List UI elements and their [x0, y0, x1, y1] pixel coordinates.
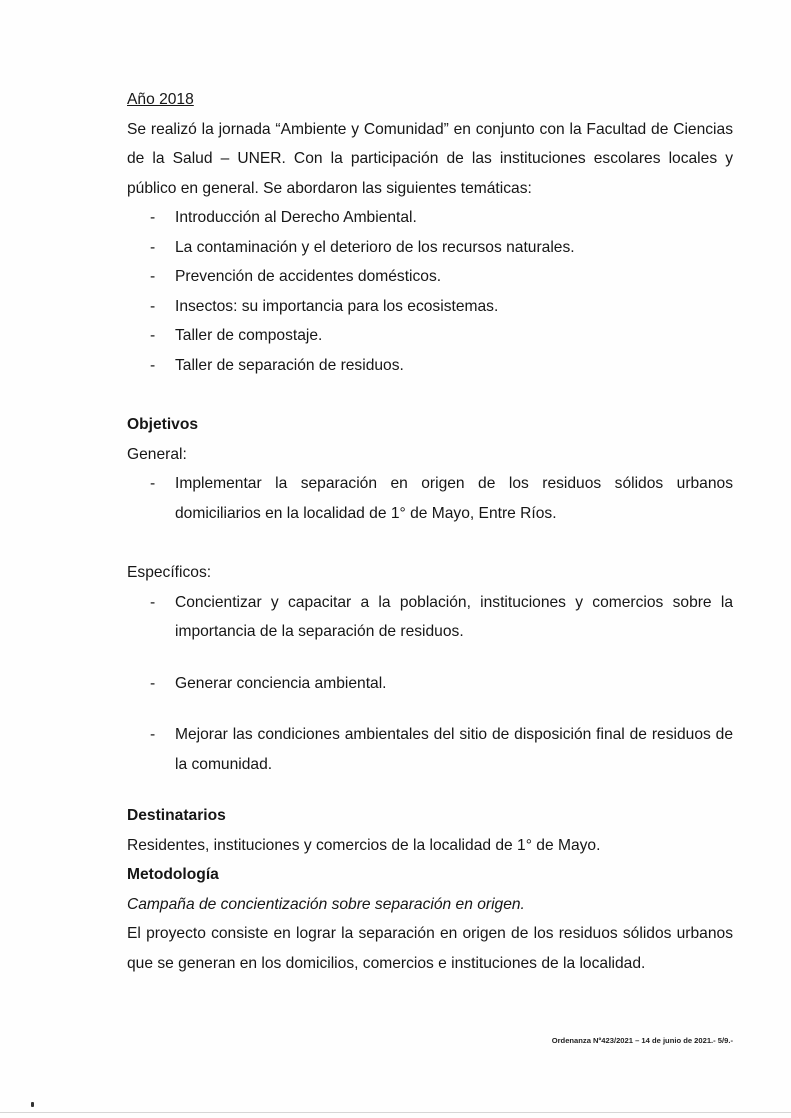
specific-objectives-list-2 [127, 669, 733, 699]
year-paragraph: Se realizó la jornada “Ambiente y Comunidad” en conjunto con la Facultad de Ciencias de la Salud – UNER. Con la participación de las instituciones escolares locales y público en general. Se abordaron las siguientes temáticas: [127, 120, 733, 197]
list-item: - Implementar la separación en origen de los residuos sólidos urbanos domiciliarios en la localidad de 1° de Mayo, Entre Ríos. [127, 469, 733, 528]
list-item: - Mejorar las condiciones ambientales del sitio de disposición final de residuos de la comunidad. [127, 720, 733, 779]
page-edge [0, 1112, 791, 1113]
document-body [127, 85, 733, 978]
list-item: - Introducción al Derecho Ambiental. [127, 203, 733, 233]
list-item: - Generar conciencia ambiental. [127, 669, 733, 699]
list-item: - Prevención de accidentes domésticos. [127, 262, 733, 292]
general-label: General: [127, 445, 187, 463]
list-item: - La contaminación y el deterioro de los recursos naturales. [127, 233, 733, 263]
scan-speck [31, 1102, 34, 1107]
methodology-text: El proyecto consiste en lograr la separación en origen de los residuos sólidos urbanos que se generan en los domicilios, comercios e instituciones de la localidad. [127, 925, 733, 972]
general-objectives-list [127, 469, 733, 528]
list-item: - Taller de compostaje. [127, 321, 733, 351]
objectives-title: Objetivos [127, 416, 199, 433]
list-item: - Concientizar y capacitar a la población, instituciones y comercios sobre la importancia de la separación de residuos. [127, 588, 733, 647]
topics-list [127, 203, 733, 380]
year-heading: Año 2018 [127, 91, 194, 108]
specific-objectives-list [127, 588, 733, 647]
specific-label: Específicos: [127, 564, 212, 581]
list-item: - Insectos: su importancia para los ecosistemas. [127, 292, 733, 322]
specific-objectives-list-3 [127, 720, 733, 779]
footer-reference: Ordenanza Nº423/2021 – 14 de junio de 2021.- 5/9.- [551, 1036, 733, 1045]
methodology-title: Metodología [127, 866, 219, 883]
methodology-subtitle: Campaña de concientización sobre separación en origen. [127, 895, 525, 913]
list-item: - Taller de separación de residuos. [127, 351, 733, 381]
recipients-title: Destinatarios [127, 807, 226, 824]
recipients-text: Residentes, instituciones y comercios de la localidad de 1° de Mayo. [127, 836, 601, 854]
